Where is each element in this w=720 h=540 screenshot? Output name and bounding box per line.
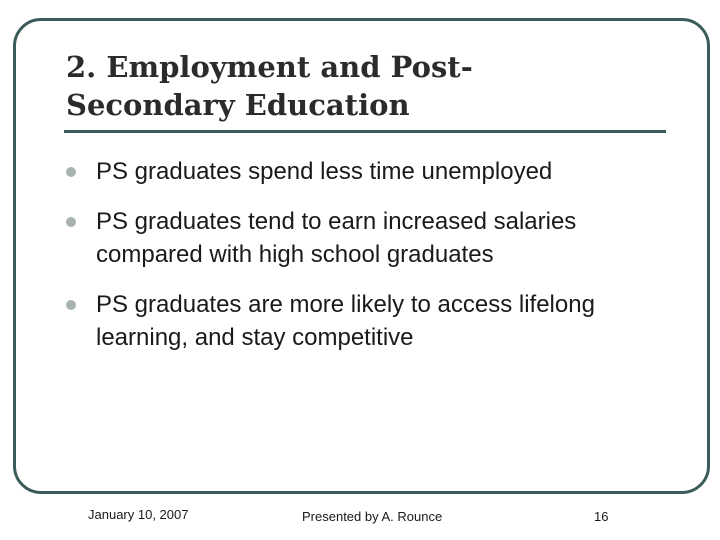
title-line-1: 2. Employment and Post- — [66, 50, 473, 84]
bullet-dot-icon — [66, 300, 76, 310]
bullet-item — [66, 155, 686, 188]
bullet-dot-icon — [66, 217, 76, 227]
bullet-text: PS graduates spend less time unemployed — [96, 158, 553, 185]
bullet-item — [66, 205, 686, 271]
bullet-item — [66, 288, 686, 354]
bullet-list — [66, 155, 686, 371]
title-underline — [64, 130, 666, 133]
footer-date: January 10, 2007 — [88, 507, 189, 522]
bullet-text: PS graduates are more likely to access lifelong learning, and stay competitive — [96, 291, 595, 351]
footer-presenter: Presented by A. Rounce — [302, 509, 443, 524]
footer-page-number: 16 — [594, 509, 609, 524]
bullet-text: PS graduates tend to earn increased salaries compared with high school graduates — [96, 208, 577, 268]
bullet-dot-icon — [66, 167, 76, 177]
title-line-2: Secondary Education — [66, 88, 410, 122]
slide-title — [66, 48, 626, 124]
